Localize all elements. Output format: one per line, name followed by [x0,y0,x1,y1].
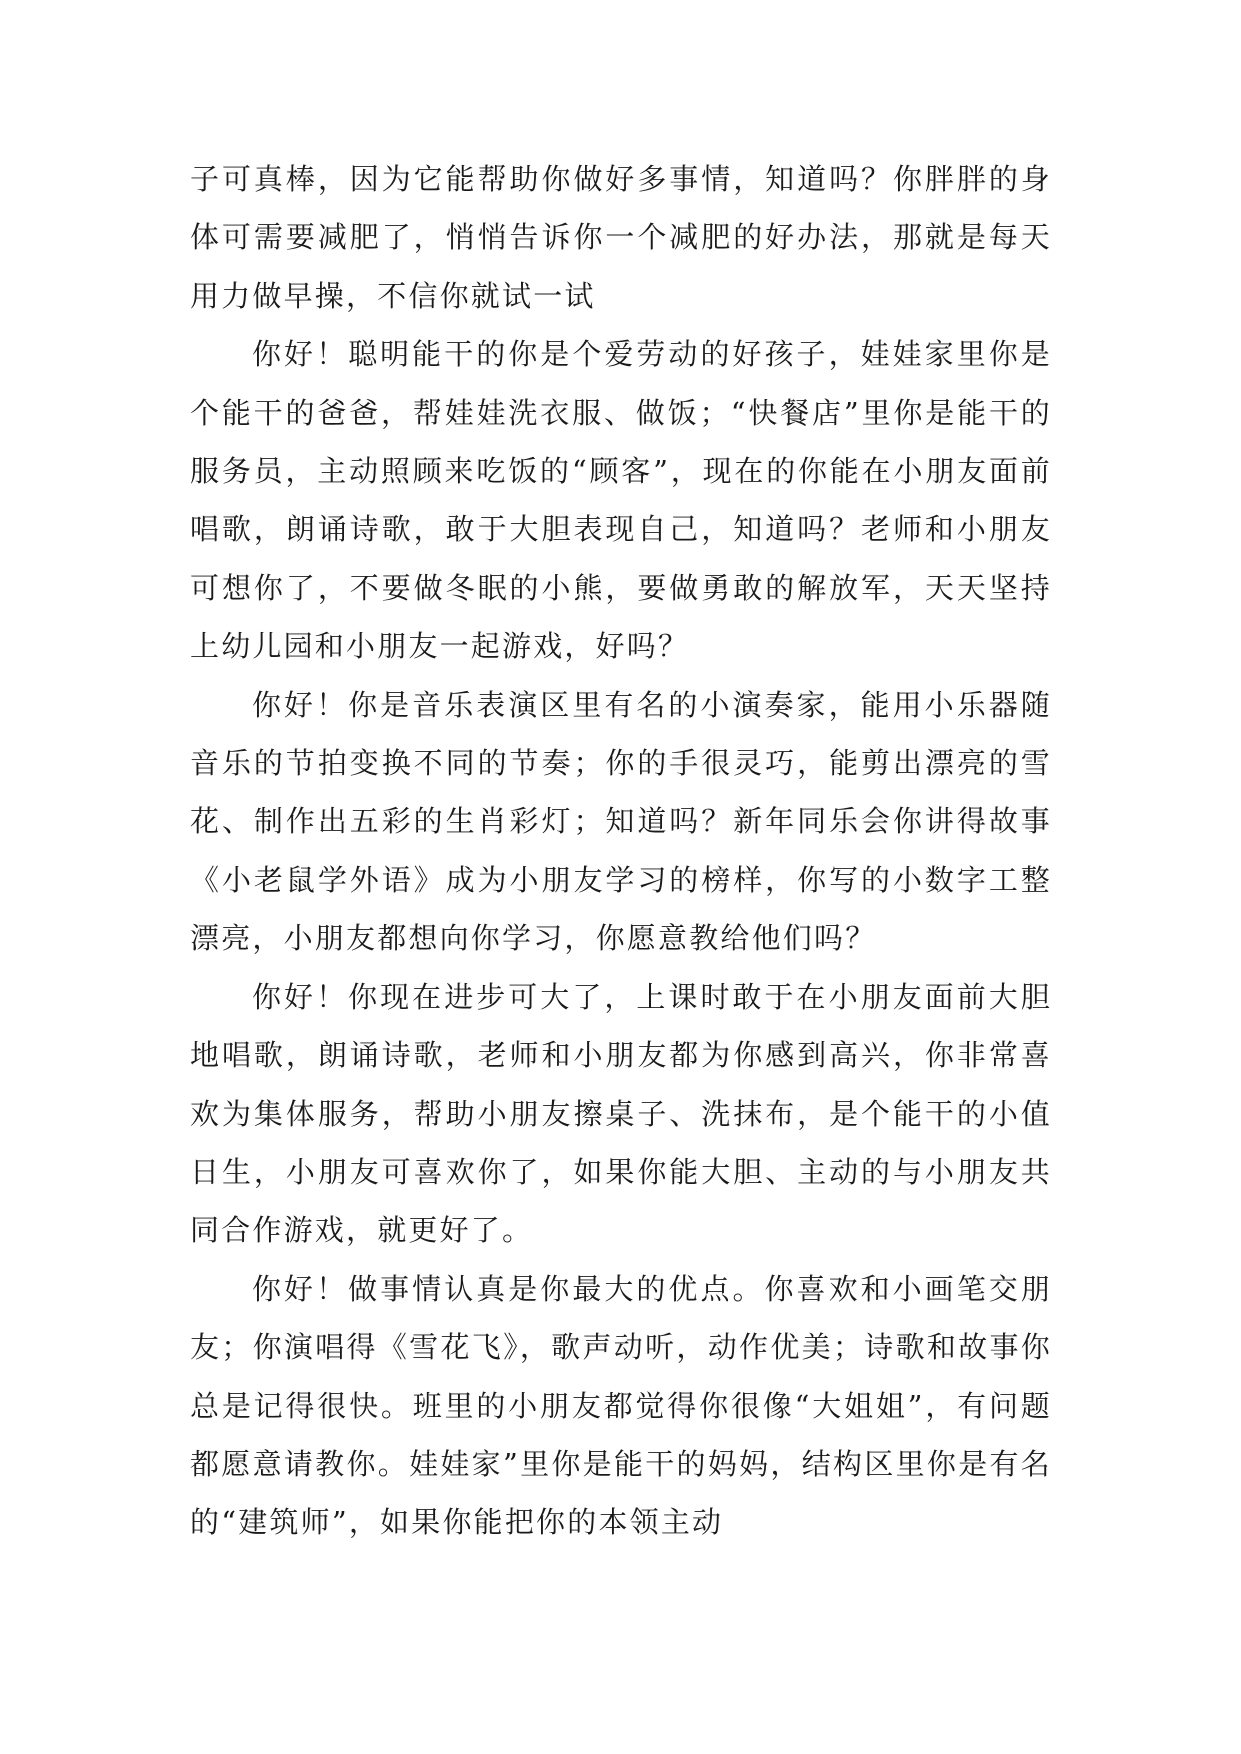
paragraph-comment-5: 你好！做事情认真是你最大的优点。你喜欢和小画笔交朋友；你演唱得《雪花飞》，歌声动听，动作优美；诗歌和故事你总是记得很快。班里的小朋友都觉得你很像“大姐姐”，有问题都愿意请教你。娃娃家”里你是能干的妈妈，结构区里你是有名的“建筑师”，如果你能把你的本领主动 [190,1271,1052,1540]
paragraph-comment-2: 你好！聪明能干的你是个爱劳动的好孩子，娃娃家里你是个能干的爸爸，帮娃娃洗衣服、做饭；“快餐店”里你是能干的服务员，主动照顾来吃饭的“顾客”，现在的你能在小朋友面前唱歌，朗诵诗歌，敢于大胆表现自己，知道吗？老师和小朋友可想你了，不要做冬眠的小熊，要做勇敢的解放军，天天坚持上幼儿园和小朋友一起游戏，好吗？ [190,337,1052,664]
paragraph-comment-4: 你好！你现在进步可大了，上课时敢于在小朋友面前大胆地唱歌，朗诵诗歌，老师和小朋友都为你感到高兴，你非常喜欢为集体服务，帮助小朋友擦桌子、洗抹布，是个能干的小值日生，小朋友可喜欢你了，如果你能大胆、主动的与小朋友共同合作游戏，就更好了。 [190,979,1052,1248]
paragraph-comment-3: 你好！你是音乐表演区里有名的小演奏家，能用小乐器随音乐的节拍变换不同的节奏；你的手很灵巧，能剪出漂亮的雪花、制作出五彩的生肖彩灯；知道吗？新年同乐会你讲得故事《小老鼠学外语》成为小朋友学习的榜样，你写的小数字工整漂亮，小朋友都想向你学习，你愿意教给他们吗？ [190,687,1052,956]
document-body [190,150,1052,1552]
paragraph-continuation: 子可真棒，因为它能帮助你做好多事情，知道吗？你胖胖的身体可需要减肥了，悄悄告诉你一个减肥的好办法，那就是每天用力做早操，不信你就试一试 [190,162,1052,313]
